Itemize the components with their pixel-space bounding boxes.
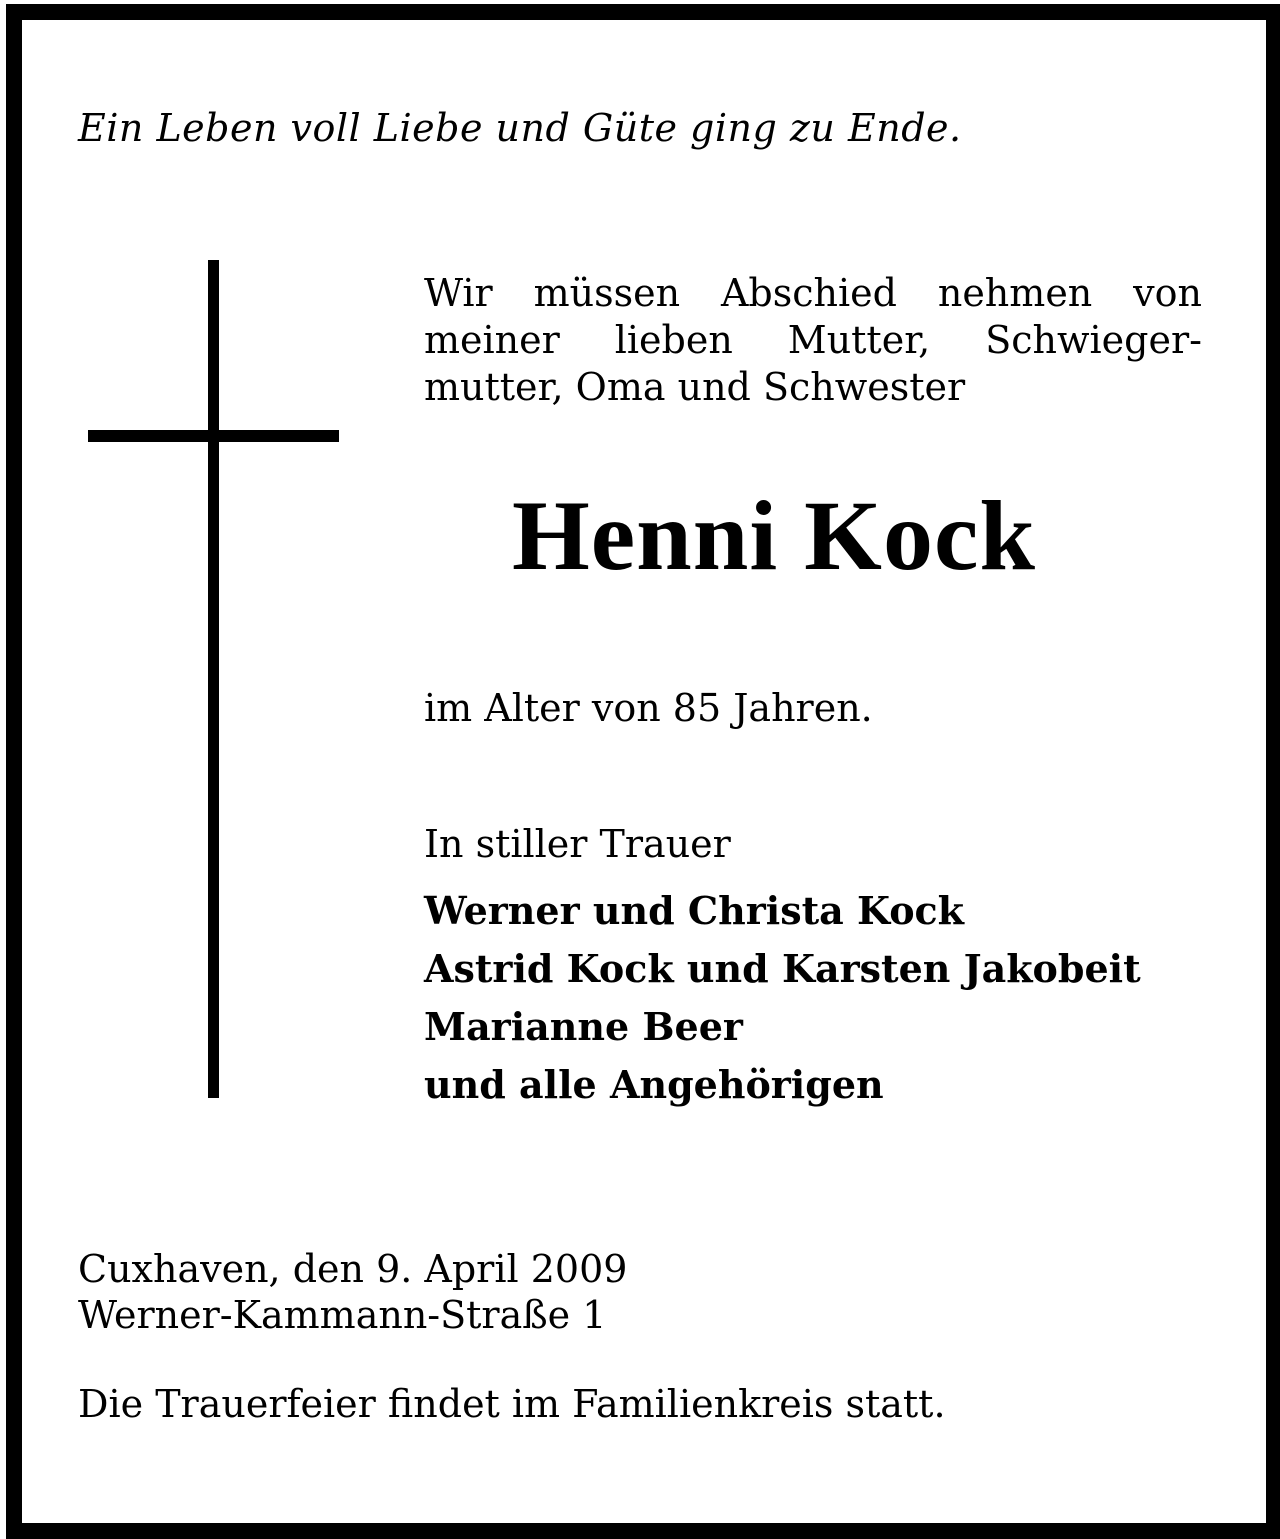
intro-line: Wir müssen Abschied nehmen von [424,271,1202,315]
mourner-entry: Werner und Christa Kock [424,888,965,933]
ceremony-note: Die Trauerfeier findet im Familienkreis statt. [78,1382,946,1426]
address: Werner-Kammann-Straße 1 [78,1293,607,1337]
mourner-entry: Astrid Kock und Karsten Jakobeit [424,946,1141,991]
mourners-list [424,882,1141,1114]
obituary-notice [6,4,1280,1539]
farewell-intro [424,270,1202,411]
mourner-entry: Marianne Beer [424,1004,743,1049]
cross-vertical-bar [208,260,219,1098]
place-date: Cuxhaven, den 9. April 2009 [78,1247,628,1291]
motto-text: Ein Leben voll Liebe und Güte ging zu Ende. [78,106,962,150]
mourner-entry: und alle Angehörigen [424,1062,884,1107]
intro-line: meiner lieben Mutter, Schwieger- [424,318,1202,362]
age-line: im Alter von 85 Jahren. [424,686,873,730]
place-and-address [78,1246,627,1338]
cross-horizontal-bar [88,430,339,442]
mourning-label: In stiller Trauer [424,822,731,866]
deceased-name: Henni Kock [512,480,1036,591]
intro-line: mutter, Oma und Schwester [424,365,966,409]
